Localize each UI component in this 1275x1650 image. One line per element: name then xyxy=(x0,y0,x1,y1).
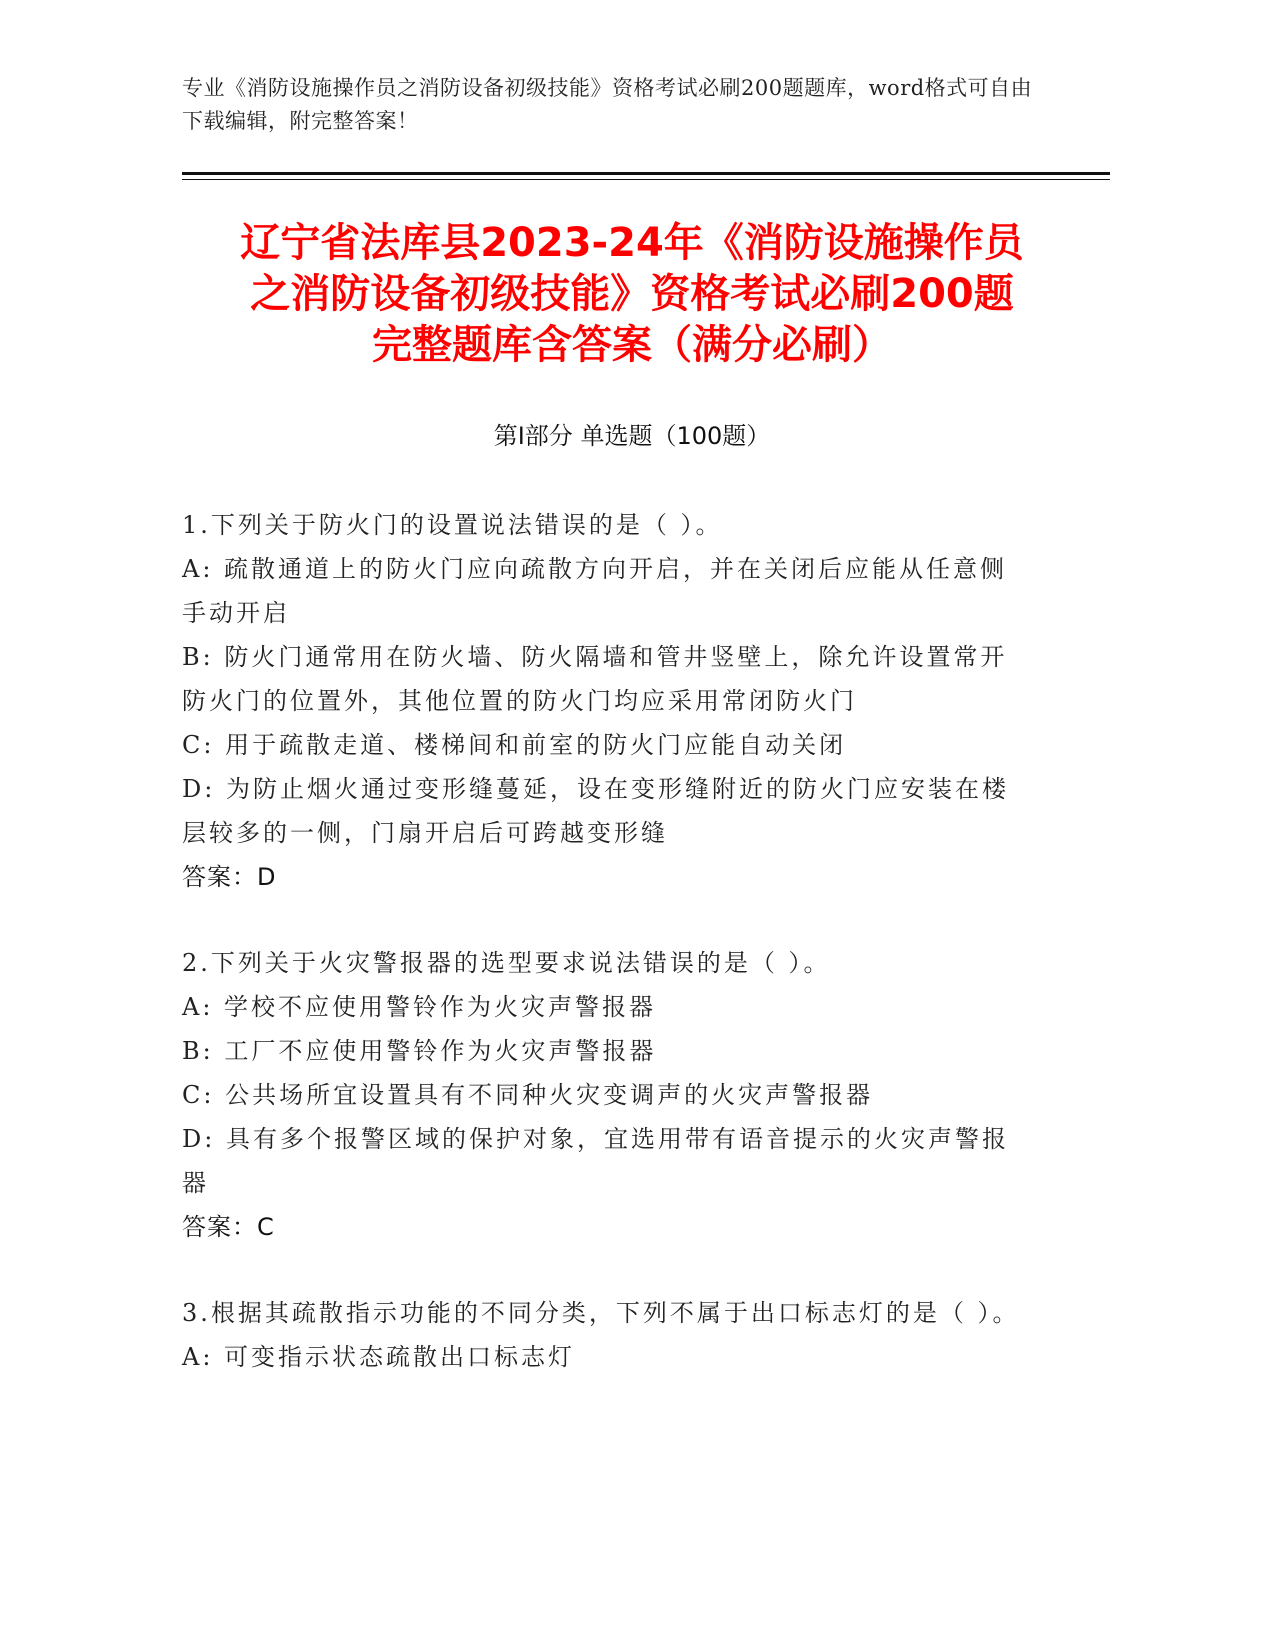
option-c: C: 用于疏散走道、楼梯间和前室的防火门应能自动关闭 xyxy=(182,731,847,759)
option-a: A: 疏散通道上的防火门应向疏散方向开启，并在关闭后应能从任意侧手动开启 xyxy=(182,555,1008,627)
option-d: D: 具有多个报警区域的保护对象，宜选用带有语音提示的火灾声警报器 xyxy=(182,1125,1009,1197)
question-2 xyxy=(182,941,1032,1249)
title-line-1: 辽宁省法库县2023-24年《消防设施操作员 xyxy=(240,220,1024,266)
question-list xyxy=(182,503,1032,1421)
question-1 xyxy=(182,503,1032,899)
title-line-3: 完整题库含答案（满分必刷） xyxy=(372,322,892,368)
question-stem: 2.下列关于火灾警报器的选型要求说法错误的是（ ）。 xyxy=(182,949,831,977)
question-3 xyxy=(182,1291,1032,1379)
option-b: B: 防火门通常用在防火墙、防火隔墙和管井竖壁上，除允许设置常开防火门的位置外，其他位置的防火门均应采用常闭防火门 xyxy=(182,643,1008,715)
answer-text: 答案：D xyxy=(182,863,277,891)
section-heading: 第Ⅰ部分 单选题（100题） xyxy=(493,422,771,450)
header-divider-thin xyxy=(182,179,1110,180)
header-divider-thick xyxy=(182,172,1110,175)
option-a: A: 可变指示状态疏散出口标志灯 xyxy=(182,1343,576,1371)
option-b: B: 工厂不应使用警铃作为火灾声警报器 xyxy=(182,1037,657,1065)
option-d: D: 为防止烟火通过变形缝蔓延，设在变形缝附近的防火门应安装在楼层较多的一侧，门扇开启后可跨越变形缝 xyxy=(182,775,1009,847)
option-c: C: 公共场所宜设置具有不同种火灾变调声的火灾声警报器 xyxy=(182,1081,874,1109)
header-note: 专业《消防设施操作员之消防设备初级技能》资格考试必刷200题题库，word格式可自由下载编辑，附完整答案！ xyxy=(182,76,1033,133)
document-title xyxy=(182,218,1082,371)
question-stem: 1.下列关于防火门的设置说法错误的是（ ）。 xyxy=(182,511,723,539)
title-line-2: 之消防设备初级技能》资格考试必刷200题 xyxy=(250,271,1014,317)
option-a: A: 学校不应使用警铃作为火灾声警报器 xyxy=(182,993,657,1021)
answer-text: 答案：C xyxy=(182,1213,275,1241)
question-stem: 3.根据其疏散指示功能的不同分类，下列不属于出口标志灯的是（ ）。 xyxy=(182,1299,1020,1327)
